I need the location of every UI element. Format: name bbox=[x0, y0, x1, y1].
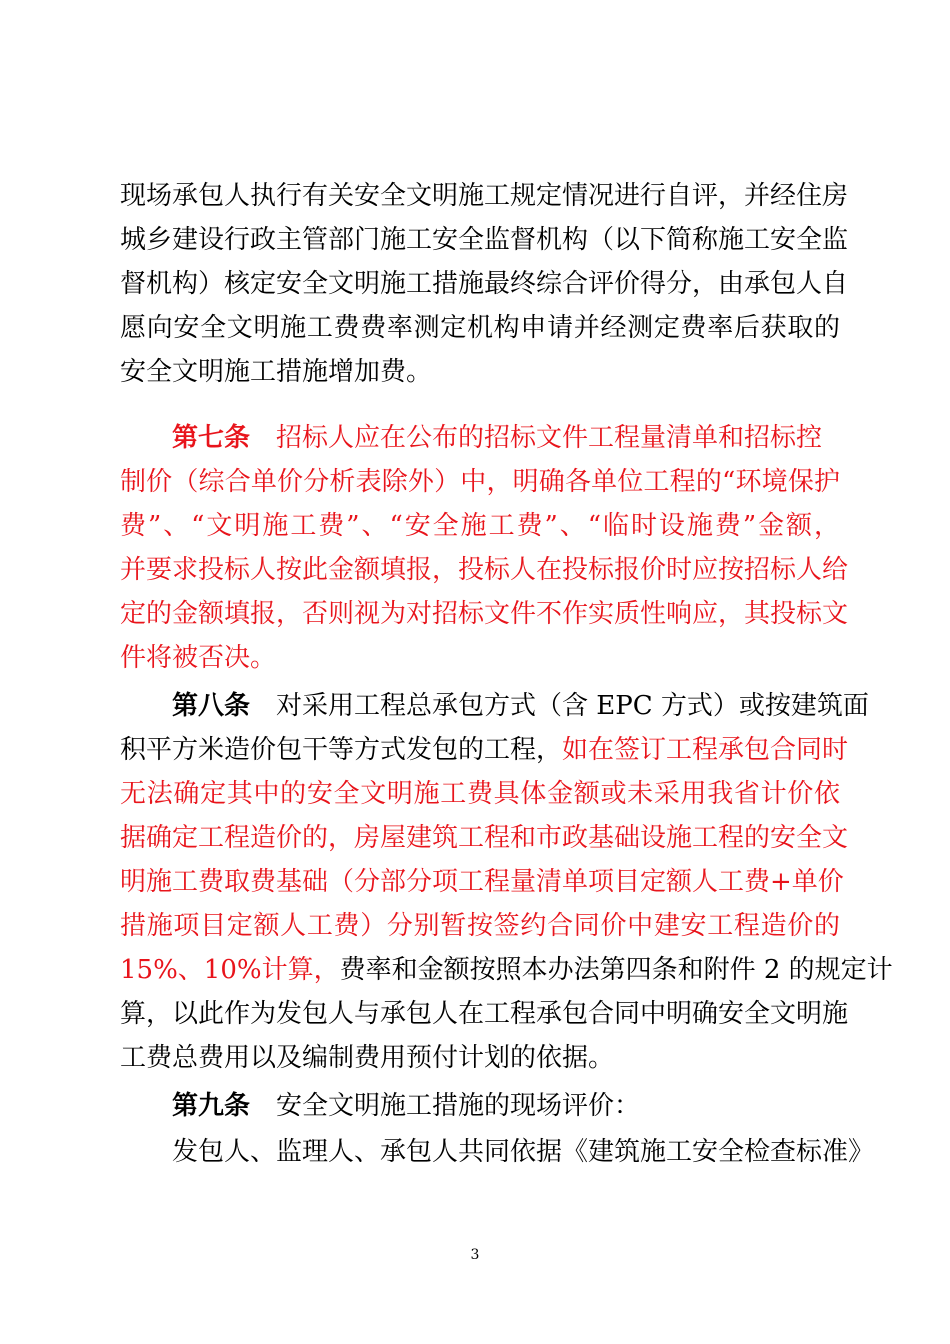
article-7-first-line bbox=[172, 416, 840, 460]
article-7-line: 费”、“文明施工费”、“安全施工费”、“临时设施费”金额， bbox=[120, 511, 840, 541]
article-8-red-text: 15%、10%计算， bbox=[120, 955, 340, 985]
article-8-line bbox=[120, 948, 893, 992]
article-8-line: 无法确定其中的安全文明施工费具体金额或未采用我省计价依 bbox=[120, 779, 840, 809]
article-8-line bbox=[120, 728, 849, 772]
paragraph-line: 城乡建设行政主管部门施工安全监督机构（以下简称施工安全监 bbox=[120, 225, 849, 255]
article-8-line: 明施工费取费基础（分部分项工程量清单项目定额人工费+单价 bbox=[120, 867, 844, 897]
article-8-line: 工费总费用以及编制费用预付计划的依据。 bbox=[120, 1043, 615, 1073]
article-8-line: 据确定工程造价的，房屋建筑工程和市政基础设施工程的安全文 bbox=[120, 823, 849, 853]
article-9-heading: 第九条 bbox=[172, 1091, 251, 1121]
article-9-text: 安全文明施工措施的现场评价： bbox=[276, 1091, 641, 1121]
article-8-first-line bbox=[172, 684, 869, 728]
article-7-line: 定的金额填报，否则视为对招标文件不作实质性响应，其投标文 bbox=[120, 599, 849, 629]
article-7-line: 并要求投标人按此金额填报，投标人在投标报价时应按招标人给 bbox=[120, 555, 849, 585]
article-8-line: 算，以此作为发包人与承包人在工程承包合同中明确安全文明施 bbox=[120, 999, 849, 1029]
article-8-line: 措施项目定额人工费）分别暂按签约合同价中建安工程造价的 bbox=[120, 911, 840, 941]
article-8-heading: 第八条 bbox=[172, 691, 251, 721]
article-7-line: 件将被否决。 bbox=[120, 643, 277, 673]
paragraph-line: 安全文明施工措施增加费。 bbox=[120, 357, 433, 387]
page-number: 3 bbox=[470, 1247, 480, 1263]
paragraph-line: 愿向安全文明施工费费率测定机构申请并经测定费率后获取的 bbox=[120, 313, 840, 343]
article-7-text: 招标人应在公布的招标文件工程量清单和招标控 bbox=[276, 423, 823, 453]
article-8-black-text: 费率和金额按照本办法第四条和附件 2 的规定计 bbox=[339, 955, 893, 985]
article-7-heading: 第七条 bbox=[172, 423, 251, 453]
paragraph-line: 现场承包人执行有关安全文明施工规定情况进行自评，并经住房 bbox=[120, 181, 849, 211]
article-9-first-line bbox=[172, 1084, 840, 1128]
article-8-text: 对采用工程总承包方式（含 EPC 方式）或按建筑面 bbox=[276, 691, 869, 721]
article-7-line: 制价（综合单价分析表除外）中，明确各单位工程的“环境保护 bbox=[120, 467, 840, 497]
article-9-line: 发包人、监理人、承包人共同依据《建筑施工安全检查标准》 bbox=[172, 1137, 875, 1167]
paragraph-line: 督机构）核定安全文明施工措施最终综合评价得分，由承包人自 bbox=[120, 269, 849, 299]
article-8-black-text: 积平方米造价包干等方式发包的工程， bbox=[120, 735, 563, 765]
article-8-red-text: 如在签订工程承包合同时 bbox=[562, 735, 849, 765]
